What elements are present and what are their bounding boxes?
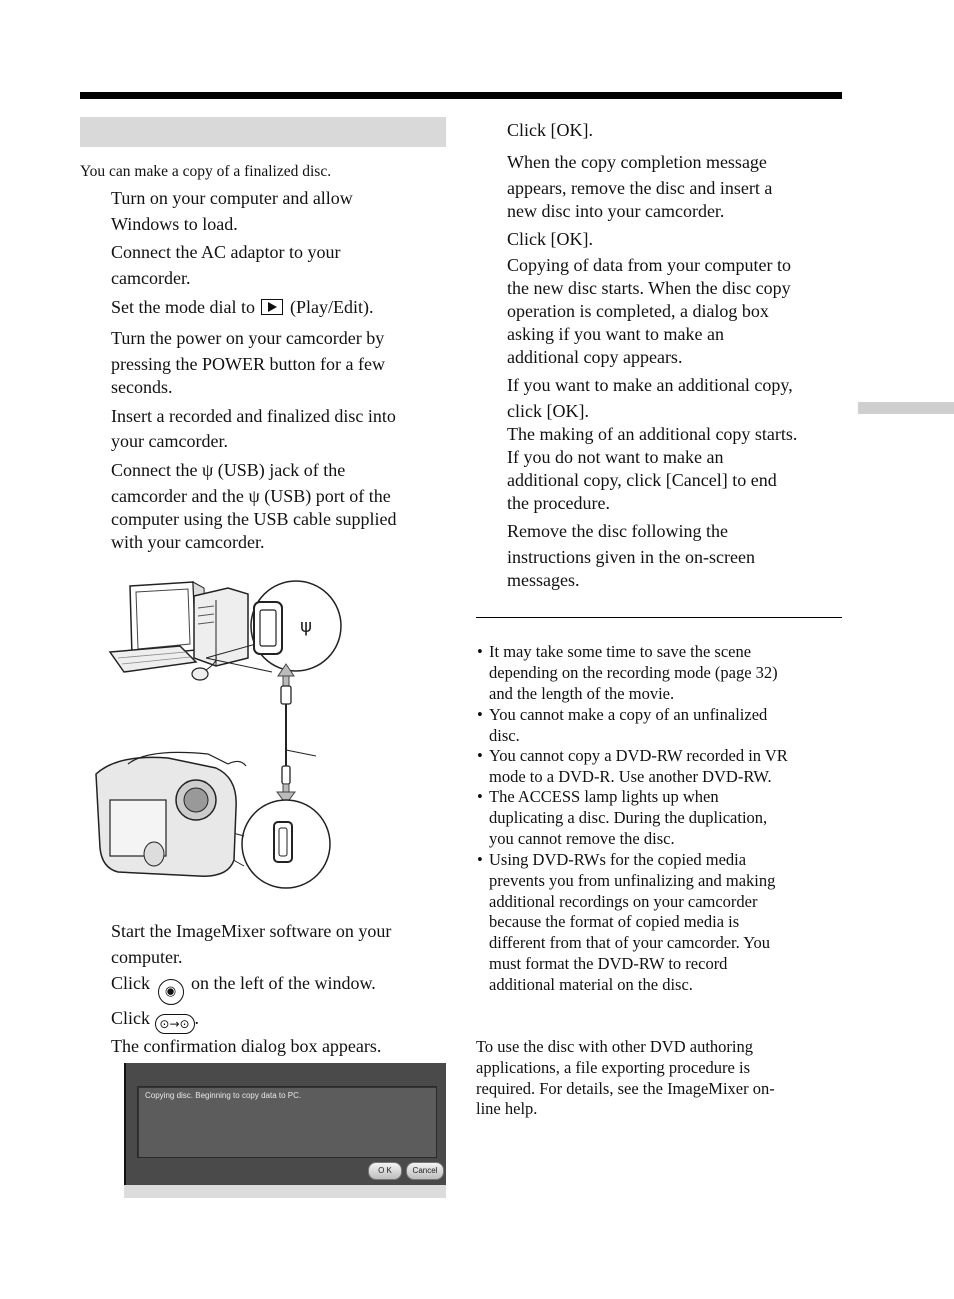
note-line: additional recordings on your camcorder [489,891,758,911]
intro-text: You can make a copy of a finalized disc. [80,163,332,180]
step-2-line: camcorder. [111,268,191,288]
notes-divider [476,617,842,618]
right-step-6-line: Remove the disc following the [507,521,728,541]
mouse-icon [192,668,208,680]
right-step-6-line: messages. [507,570,580,590]
right-step-2 [507,151,772,223]
keyboard-icon [110,646,196,672]
side-tab-marker [858,402,954,414]
step-7 [111,920,391,969]
usb-plug-mini [282,766,290,784]
note-line: you cannot remove the disc. [489,828,675,848]
step-5 [111,405,396,453]
step-6-text: camcorder and the [111,486,249,506]
step-3 [111,296,373,319]
tip-line: To use the disc with other DVD authoring [476,1037,754,1056]
right-step-4-line: additional copy appears. [507,347,683,367]
step-6-text: Connect the [111,460,202,480]
tip-line: applications, a file exporting procedure is [476,1057,750,1077]
dialog-cancel-button[interactable]: Cancel [406,1162,444,1180]
right-step-5-line: The making of an additional copy starts. [507,424,798,444]
usb-icon: ψ [248,486,260,506]
note-line: mode to a DVD-R. Use another DVD-RW. [489,766,772,786]
dialog-left-edge [124,1063,126,1198]
right-step-1: Click [OK]. [507,120,593,140]
step-8-text: Click [111,973,155,993]
tip-paragraph [476,1037,775,1120]
disc-copy-icon: ⊙→⊙ [155,1014,195,1034]
right-step-4 [507,254,791,369]
step-4-line: Turn the power on your camcorder by [111,328,385,348]
step-8 [111,972,376,1005]
step-3-text: Set the mode dial to [111,297,260,317]
note-line: because the format of copied media is [489,912,740,932]
right-step-2-line: appears, remove the disc and insert a [507,178,773,198]
bullet-icon: • [477,746,483,765]
dialog-message: Copying disc. Beginning to copy data to PC. [145,1091,302,1100]
step-9 [111,1007,381,1058]
right-step-5-line: click [OK]. [507,401,589,421]
step-7-line: Start the ImageMixer software on your [111,921,392,941]
right-step-5 [507,374,797,515]
right-step-4-line: asking if you want to make an [507,324,724,344]
right-step-5-line: additional copy, click [Cancel] to end [507,470,777,490]
right-step-2-line: When the copy completion message [507,152,767,172]
right-step-6-line: instructions given in the on-screen [507,547,755,567]
note-line: additional material on the disc. [489,974,693,994]
right-step-5-line: the procedure. [507,493,610,513]
step-1 [111,187,353,236]
step-9-text: . [194,1008,199,1028]
right-step-3: Click [OK]. [507,229,593,249]
right-step-6 [507,520,755,592]
step-2 [111,241,340,290]
step-6-line: with your camcorder. [111,532,265,552]
bullet-icon: • [477,850,483,869]
bullet-icon: • [477,642,483,661]
right-step-4-line: Copying of data from your computer to [507,255,791,275]
top-rule [80,92,842,99]
note-line: and the length of the movie. [489,683,675,703]
step-1-line: Windows to load. [111,214,238,234]
note-line: Using DVD-RWs for the copied media [489,850,747,869]
note-line: The ACCESS lamp lights up when [489,787,719,806]
step-6 [111,459,396,554]
note-line: duplicating a disc. During the duplication, [489,807,768,827]
tip-line: required. For details, see the ImageMixer on- [476,1078,775,1098]
step-5-line: your camcorder. [111,431,228,451]
usb-icon: ψ [201,460,214,480]
step-4-line: seconds. [111,377,173,397]
usb-port-icon: ψ [300,616,312,637]
note-line: prevents you from unfinalizing and making [489,870,776,890]
right-step-4-line: the new disc starts. When the disc copy [507,278,791,298]
bullet-icon: • [477,705,483,724]
step-6-line: computer using the USB cable supplied [111,509,397,529]
usb-connection-illustration [88,578,358,892]
dvd-menu-icon: ◉ [158,979,184,1005]
note-line: different from that of your camcorder. You [489,933,771,953]
step-8-text: on the left of the window. [186,973,376,993]
right-step-4-line: operation is completed, a dialog box [507,301,769,321]
step-6-text: (USB) jack of the [213,460,346,480]
right-step-5-line: If you want to make an additional copy, [507,375,793,395]
usb-plug-a [281,686,291,704]
step-4 [111,327,385,399]
step-9-line: The confirmation dialog box appears. [111,1036,382,1056]
step-4-line: pressing the POWER button for a few [111,354,385,374]
note-line: depending on the recording mode (page 32) [489,662,778,682]
step-2-line: Connect the AC adaptor to your [111,242,341,262]
tip-line: line help. [476,1099,538,1119]
dialog-ok-button[interactable]: O K [368,1162,402,1180]
section-heading-bar [80,117,446,147]
camcorder-icon [96,752,246,876]
right-step-5-line: If you do not want to make an [507,447,724,467]
note-line: You cannot make a copy of an unfinalized [489,705,768,724]
note-line: must format the DVD-RW to record [489,953,728,973]
step-3-text: (Play/Edit). [285,297,374,317]
note-line: You cannot copy a DVD-RW recorded in VR [489,746,788,765]
note-line: disc. [489,725,520,745]
step-5-line: Insert a recorded and finalized disc into [111,406,396,426]
step-6-text: (USB) port of the [259,486,391,506]
step-1-line: Turn on your computer and allow [111,188,353,208]
note-line: It may take some time to save the scene [489,642,752,661]
right-step-2-line: new disc into your camcorder. [507,201,725,221]
step-9-text: Click [111,1008,155,1028]
play-edit-icon [261,299,283,315]
bullet-icon: • [477,787,483,806]
dialog-footer [124,1185,446,1198]
step-7-line: computer. [111,947,183,967]
